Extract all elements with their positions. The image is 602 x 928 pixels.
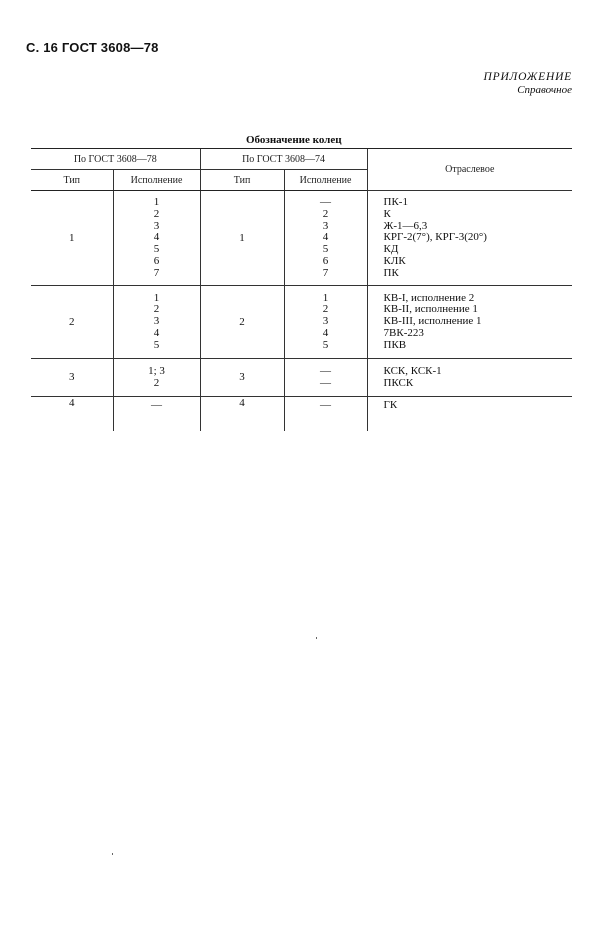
execution-74-value: 6 bbox=[322, 254, 329, 267]
table-row bbox=[31, 285, 572, 358]
sector-designation-list bbox=[384, 287, 573, 357]
scan-speck bbox=[316, 637, 317, 639]
sector-designation: ПК bbox=[383, 266, 399, 279]
scan-speck bbox=[112, 853, 113, 855]
sector-designation: КСК, КСК-1 bbox=[383, 364, 442, 377]
cell-sector bbox=[367, 396, 572, 431]
execution-74-value: — bbox=[320, 376, 332, 389]
execution-74-value: 1 bbox=[322, 291, 329, 304]
ring-designation-table bbox=[31, 148, 572, 431]
table-body bbox=[31, 191, 572, 431]
execution-74-value: 2 bbox=[322, 303, 329, 316]
execution-74-value: 2 bbox=[322, 207, 329, 220]
execution-78-value-list bbox=[114, 287, 200, 357]
appendix-title: ПРИЛОЖЕНИЕ bbox=[483, 71, 572, 83]
cell-type-78: 2 bbox=[31, 285, 113, 358]
sector-designation: КЛК bbox=[383, 254, 406, 267]
sector-designation: КВ-I, исполнение 2 bbox=[383, 291, 475, 304]
cell-type-78: 3 bbox=[31, 358, 113, 396]
cell-execution-74 bbox=[284, 358, 367, 396]
appendix-label bbox=[484, 71, 572, 96]
execution-74-value: 5 bbox=[322, 243, 329, 256]
execution-78-value-list bbox=[114, 360, 200, 395]
sector-designation: КД bbox=[383, 243, 399, 256]
execution-74-value: 3 bbox=[322, 219, 329, 232]
execution-74-value: — bbox=[320, 398, 332, 411]
cell-execution-78 bbox=[113, 285, 200, 358]
cell-type-78: 4 bbox=[69, 396, 75, 409]
cell-execution-74 bbox=[284, 285, 367, 358]
execution-78-value: 5 bbox=[153, 338, 160, 351]
table-row bbox=[31, 396, 572, 431]
cell-sector bbox=[367, 191, 572, 286]
sector-designation: ПК-1 bbox=[383, 196, 408, 208]
page-header: С. 16 ГОСТ 3608—78 bbox=[26, 40, 159, 55]
table-title: Обозначение колец bbox=[246, 134, 342, 146]
header-sector: Отраслевое bbox=[367, 149, 572, 191]
cell-sector bbox=[367, 358, 572, 396]
cell-sector bbox=[367, 285, 572, 358]
execution-78-value: — bbox=[151, 398, 162, 411]
execution-78-value: 1 bbox=[153, 196, 160, 208]
sector-designation: ПКВ bbox=[383, 338, 407, 351]
cell-execution-78 bbox=[113, 191, 200, 286]
cell-type-78: 1 bbox=[31, 191, 113, 286]
cell-execution-74 bbox=[284, 396, 367, 431]
sector-designation: ГК bbox=[383, 398, 398, 411]
sector-designation: ПКСК bbox=[383, 376, 414, 389]
cell-type-74: 4 bbox=[200, 396, 284, 431]
appendix-subtitle: Справочное bbox=[517, 84, 572, 96]
execution-78-value: 4 bbox=[153, 326, 160, 339]
execution-74-value-list bbox=[285, 287, 367, 357]
table-row bbox=[31, 358, 572, 396]
table-row bbox=[31, 191, 572, 286]
sector-designation-list bbox=[384, 191, 573, 285]
execution-78-value: 7 bbox=[153, 266, 160, 279]
header-gost-3608-74: По ГОСТ 3608—74 bbox=[200, 149, 367, 170]
execution-78-value: 6 bbox=[153, 254, 160, 267]
execution-74-value-list bbox=[285, 360, 367, 395]
execution-78-value: 2 bbox=[153, 303, 160, 316]
header-execution-74: Исполнение bbox=[284, 170, 367, 191]
sector-designation: КВ-III, исполнение 1 bbox=[383, 315, 482, 328]
execution-78-value: 2 bbox=[153, 207, 160, 220]
cell-type-74: 3 bbox=[200, 358, 284, 396]
execution-74-value-list bbox=[285, 397, 367, 417]
execution-74-value: — bbox=[320, 196, 332, 208]
cell-execution-78 bbox=[113, 358, 200, 396]
execution-78-value: 5 bbox=[153, 243, 160, 256]
sector-designation: Ж-1—6,3 bbox=[383, 219, 428, 232]
sector-designation-list bbox=[384, 360, 573, 395]
sector-designation: КВ-II, исполнение 1 bbox=[383, 303, 478, 316]
sector-designation: КРГ-2(7°), КРГ-3(20°) bbox=[383, 231, 487, 244]
cell-type-74: 1 bbox=[200, 191, 284, 286]
execution-78-value: 2 bbox=[153, 376, 160, 389]
execution-74-value: 4 bbox=[322, 326, 329, 339]
sector-designation-list bbox=[384, 397, 573, 417]
sector-designation: 7ВК-223 bbox=[383, 326, 424, 339]
cell-execution-78 bbox=[113, 396, 200, 431]
execution-74-value: 7 bbox=[322, 266, 329, 279]
header-type-78: Тип bbox=[31, 170, 113, 191]
execution-74-value: 5 bbox=[322, 338, 329, 351]
cell-type-74: 2 bbox=[200, 285, 284, 358]
header-execution-78: Исполнение bbox=[113, 170, 200, 191]
execution-78-value: 1; 3 bbox=[148, 364, 165, 377]
execution-74-value: 4 bbox=[322, 231, 329, 244]
sector-designation: К bbox=[383, 207, 391, 220]
header-type-74: Тип bbox=[200, 170, 284, 191]
execution-78-value: 4 bbox=[153, 231, 160, 244]
execution-78-value: 3 bbox=[153, 219, 160, 232]
execution-78-value-list bbox=[114, 397, 200, 417]
execution-78-value-list bbox=[114, 191, 200, 285]
execution-74-value-list bbox=[285, 191, 367, 285]
execution-74-value: — bbox=[320, 364, 332, 377]
execution-78-value: 3 bbox=[153, 315, 160, 328]
execution-78-value: 1 bbox=[153, 291, 160, 304]
header-gost-3608-78: По ГОСТ 3608—78 bbox=[31, 149, 200, 170]
execution-74-value: 3 bbox=[322, 315, 329, 328]
cell-execution-74 bbox=[284, 191, 367, 286]
